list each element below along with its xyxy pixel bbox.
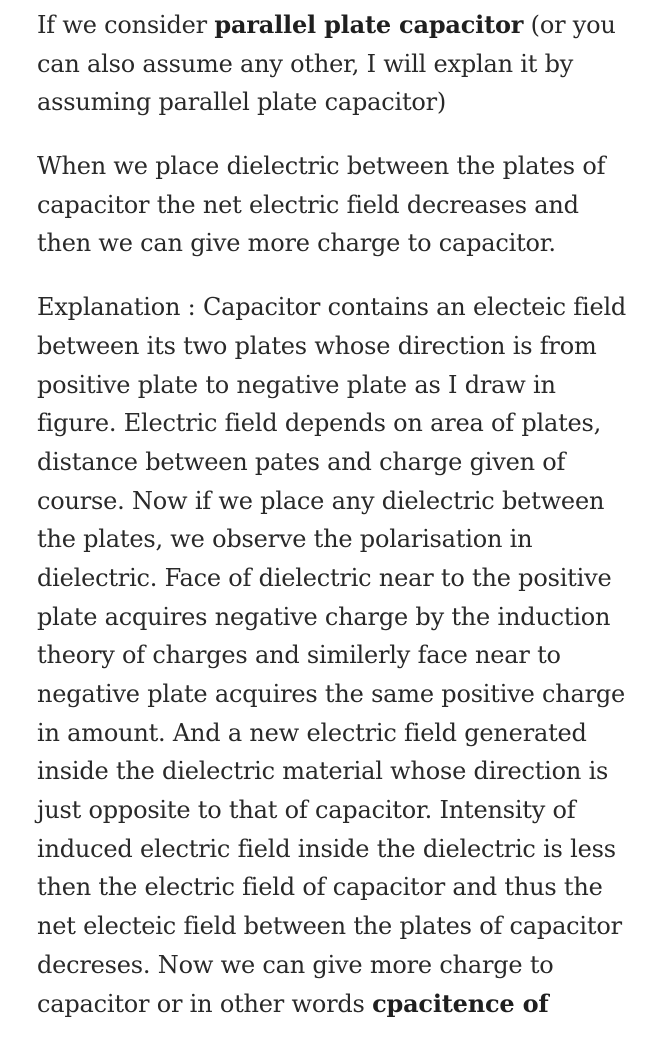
text-line: inside the dielectric material whose direction is [37,757,609,786]
text-line: positive plate to negative plate as I draw in [37,370,556,399]
text-line: then the electric field of capacitor and thus the [37,873,603,902]
text-line: figure. Electric field depends on area of plates, [37,409,602,438]
text-line: negative plate acquires the same positive charge [37,680,626,708]
text-line [37,6,637,45]
bold-term: parallel plate capacitor [214,10,524,39]
text-line: Explanation : Capacitor contains an electeic field [37,293,627,322]
text-line: can also assume any other, I will explan it by [37,49,574,78]
text-line: When we place dielectric between the plates of [37,152,606,181]
text-line: plate acquires negative charge by the induction [37,602,611,631]
article-body [37,6,637,1048]
paragraph-intro [37,6,637,122]
text-line: induced electric field inside the dielectric is less [37,834,616,863]
text-line: then we can give more charge to capacitor. [37,229,556,258]
text-line: theory of charges and similerly face near to [37,641,561,670]
text-line: capacitor the net electric field decreases and [37,190,579,219]
text-line: distance between pates and charge given of [37,447,566,476]
text-line: course. Now if we place any dielectric between [37,486,605,515]
text-line: decreses. Now we can give more charge to [37,950,554,979]
text-line: in amount. And a new electric field generated [37,718,587,747]
text-line: between its two plates whose direction is from [37,331,597,360]
text-line: net electeic field between the plates of capacitor [37,912,622,941]
text-segment: capacitor or in other words [37,989,373,1018]
text-line: the plates, we observe the polarisation in [37,525,533,554]
text-line: assuming parallel plate capacitor) [37,88,447,117]
paragraph-summary [37,147,637,263]
text-segment: (or you [523,11,616,39]
bold-term: cpacitence of [372,988,549,1018]
text-segment: If we consider [37,11,215,39]
paragraph-explanation [37,288,637,1023]
text-line: just opposite to that of capacitor. Intensity of [37,796,576,825]
text-line: dielectric. Face of dielectric near to the positive [37,563,612,592]
text-line [37,985,637,1024]
